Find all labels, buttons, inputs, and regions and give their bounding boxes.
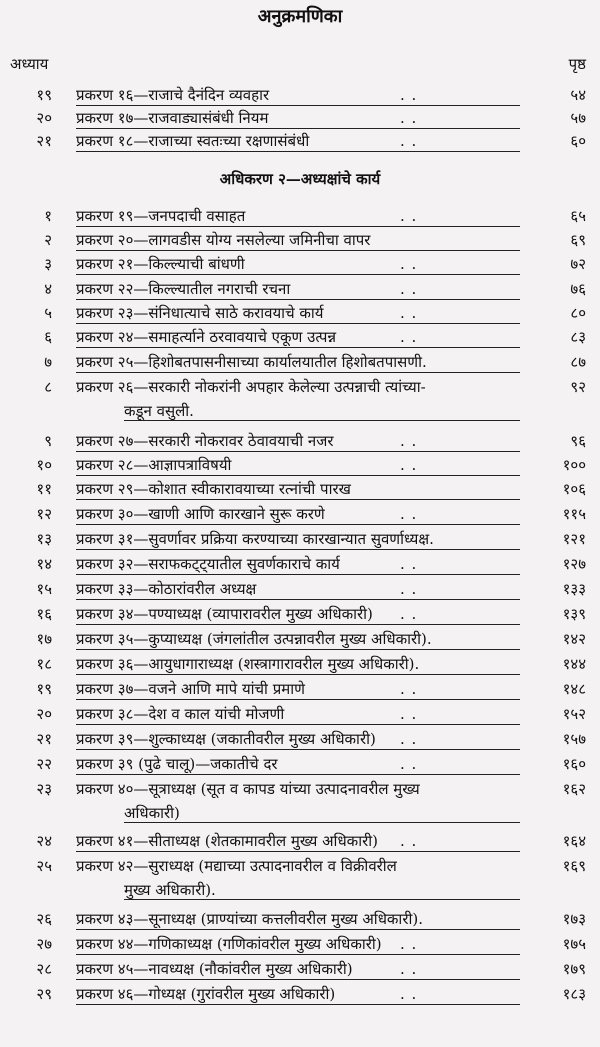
entry-underline xyxy=(76,1004,520,1005)
leader-dots: . . xyxy=(400,555,418,573)
chapter-title: प्रकरण ४४—गणिकाध्यक्ष (गणिकांवरील मुख्य अधिकारी) xyxy=(76,935,382,953)
chapter-title: प्रकरण ३७—वजने आणि मापे यांची प्रमाणे xyxy=(76,680,305,698)
chapter-number: ७ xyxy=(44,353,52,371)
chapter-title: प्रकरण २४—समाहर्त्याने ठरवावयाचे एकूण उत्पन्न xyxy=(76,328,337,346)
page-number: ७६ xyxy=(570,280,586,298)
chapter-number: २३ xyxy=(36,780,52,798)
entry-underline xyxy=(76,274,520,275)
chapter-number: २ xyxy=(44,231,52,249)
chapter-title: प्रकरण ४०—सूत्राध्यक्ष (सूत व कापड यांच्या उत्पादनावरील मुख्य xyxy=(76,780,420,798)
chapter-number: १५ xyxy=(36,580,52,598)
entry-underline xyxy=(76,649,520,650)
chapter-title: प्रकरण ३६—आयुधागाराध्यक्ष (शस्त्रागारावरील मुख्य अधिकारी). xyxy=(76,655,420,673)
entry-underline xyxy=(76,774,520,775)
chapter-number: १० xyxy=(36,456,52,474)
chapter-number: १४ xyxy=(36,555,52,573)
entry-underline xyxy=(76,524,520,525)
chapter-title: प्रकरण ४१—सीताध्यक्ष (शेतकामावरील मुख्य अधिकारी) xyxy=(76,832,378,850)
entry-underline xyxy=(76,128,520,129)
chapter-number: १७ xyxy=(36,630,52,648)
leader-dots: . . xyxy=(400,605,418,623)
entry-underline xyxy=(76,151,520,152)
entry-underline xyxy=(76,929,520,930)
chapter-title-continued: कडून वसुली. xyxy=(124,402,194,420)
chapter-title: प्रकरण ३५—कुप्याध्यक्ष (जंगलांतील उत्पन्नावरील मुख्य अधिकारी). xyxy=(76,630,432,648)
entry-underline xyxy=(124,420,520,421)
page-number: १७५ xyxy=(562,935,586,953)
page-number: ८३ xyxy=(570,328,586,346)
chapter-number: १२ xyxy=(36,505,52,523)
entry-underline xyxy=(76,323,520,324)
page-number: ८० xyxy=(570,304,586,322)
section-heading: अधिकरण २—अध्यक्षांचे कार्य xyxy=(219,170,381,188)
page-number: ६९ xyxy=(570,231,586,249)
page-number: ७२ xyxy=(570,255,586,273)
chapter-number: १३ xyxy=(36,530,52,548)
leader-dots: . . xyxy=(400,207,418,225)
leader-dots: . . xyxy=(400,456,418,474)
chapter-title: प्रकरण ४६—गोध्यक्ष (गुरांवरील मुख्य अधिकारी) xyxy=(76,985,336,1003)
chapter-number: २९ xyxy=(36,985,52,1003)
page-column-header: पृष्ठ xyxy=(568,55,586,73)
chapter-title: प्रकरण २८—आज्ञापत्राविषयी xyxy=(76,456,232,474)
chapter-number: १८ xyxy=(36,655,52,673)
chapter-number: २० xyxy=(36,109,52,127)
chapter-title: प्रकरण १८—राजाच्या स्वतःच्या रक्षणासंबंधी xyxy=(76,132,310,150)
page-number: १६२ xyxy=(562,780,586,798)
chapter-title: प्रकरण २७—सरकारी नोकरावर ठेवावयाची नजर xyxy=(76,432,334,450)
chapter-number: २२ xyxy=(36,755,52,773)
chapter-title: प्रकरण ३९ (पुढे चालू)—जकातीचे दर xyxy=(76,755,278,773)
leader-dots: . . xyxy=(400,680,418,698)
chapter-number: १९ xyxy=(36,86,52,104)
entry-underline xyxy=(76,475,520,476)
entry-underline xyxy=(76,724,520,725)
chapter-number: ५ xyxy=(44,304,52,322)
page-number: १७३ xyxy=(562,910,586,928)
leader-dots: . . xyxy=(400,432,418,450)
entry-underline xyxy=(76,624,520,625)
entry-underline xyxy=(76,347,520,348)
chapter-number: ४ xyxy=(44,280,52,298)
chapter-number: ८ xyxy=(44,378,52,396)
leader-dots: . . xyxy=(400,960,418,978)
page-number: ६० xyxy=(570,132,586,150)
entry-underline xyxy=(76,749,520,750)
page-number: १०० xyxy=(562,456,586,474)
entry-underline xyxy=(76,299,520,300)
chapter-number: १९ xyxy=(36,680,52,698)
page-number: १८३ xyxy=(562,985,586,1003)
page-number: १७९ xyxy=(562,960,586,978)
page-number: १३३ xyxy=(562,580,586,598)
entry-underline xyxy=(76,979,520,980)
page-number: १२१ xyxy=(562,530,586,548)
entry-underline xyxy=(76,674,520,675)
entry-underline xyxy=(124,822,520,823)
leader-dots: . . xyxy=(400,304,418,322)
leader-dots: . . xyxy=(400,832,418,850)
page-number: ९२ xyxy=(570,378,586,396)
page-number: १५२ xyxy=(562,705,586,723)
chapter-number: १ xyxy=(44,207,52,225)
leader-dots: . . xyxy=(400,255,418,273)
chapter-title: प्रकरण ४२—सुराध्यक्ष (मद्याच्या उत्पादनावरील व विक्रीवरील xyxy=(76,857,397,875)
entry-underline xyxy=(76,549,520,550)
page-number: ६५ xyxy=(570,207,586,225)
entry-underline xyxy=(76,851,520,852)
page-number: १४२ xyxy=(562,630,586,648)
entry-underline xyxy=(76,499,520,500)
leader-dots: . . xyxy=(400,132,418,150)
chapter-title: प्रकरण २२—किल्ल्यातील नगराची रचना xyxy=(76,280,291,298)
chapter-title: प्रकरण ३२—सराफकट्ट्यातील सुवर्णकाराचे कार्य xyxy=(76,555,340,573)
chapter-number: १६ xyxy=(36,605,52,623)
chapter-title: प्रकरण २९—कोशात स्वीकारावयाच्या रत्नांची पारख xyxy=(76,480,351,498)
page-number: ५४ xyxy=(570,86,586,104)
leader-dots: . . xyxy=(400,328,418,346)
chapter-number: २७ xyxy=(36,935,52,953)
chapter-number: २८ xyxy=(36,960,52,978)
chapter-title: प्रकरण ३०—खाणी आणि कारखाने सुरू करणे xyxy=(76,505,325,523)
page-number: १५७ xyxy=(562,730,586,748)
chapter-title: प्रकरण ३४—पण्याध्यक्ष (व्यापारावरील मुख्य अधिकारी) xyxy=(76,605,373,623)
chapter-title: प्रकरण ३३—कोठारांवरील अध्यक्ष xyxy=(76,580,257,598)
leader-dots: . . xyxy=(400,280,418,298)
entry-underline xyxy=(76,451,520,452)
chapter-number: ६ xyxy=(44,328,52,346)
entry-underline xyxy=(76,699,520,700)
page-number: १४८ xyxy=(562,680,586,698)
leader-dots: . . xyxy=(400,985,418,1003)
page-number: १६४ xyxy=(562,832,586,850)
leader-dots: . . xyxy=(400,109,418,127)
entry-underline xyxy=(76,105,520,106)
entry-underline xyxy=(76,372,520,373)
chapter-number: ११ xyxy=(36,480,52,498)
chapter-number: २० xyxy=(36,705,52,723)
chapter-title: प्रकरण १९—जनपदाची वसाहत xyxy=(76,207,246,225)
entry-underline xyxy=(76,954,520,955)
chapter-title: प्रकरण ४३—सूनाध्यक्ष (प्राण्यांच्या कत्तलीवरील मुख्य अधिकारी). xyxy=(76,910,423,928)
chapter-number: २५ xyxy=(36,857,52,875)
page-number: ९६ xyxy=(570,432,586,450)
chapter-number: २४ xyxy=(36,832,52,850)
page-number: १०६ xyxy=(562,480,586,498)
leader-dots: . . xyxy=(400,505,418,523)
chapter-title: प्रकरण २०—लागवडीस योग्य नसलेल्या जमिनीचा वापर xyxy=(76,231,371,249)
entry-underline xyxy=(76,574,520,575)
chapter-title: प्रकरण ३८—देश व काल यांची मोजणी xyxy=(76,705,285,723)
chapter-number: २१ xyxy=(36,730,52,748)
entry-underline xyxy=(76,250,520,251)
chapter-title: प्रकरण १६—राजाचे दैनंदिन व्यवहार xyxy=(76,86,270,104)
chapter-title: प्रकरण २३—संनिधात्याचे साठे करावयाचे कार्य xyxy=(76,304,324,322)
chapter-title: प्रकरण १७—राजवाड्यासंबंधी नियम xyxy=(76,109,269,127)
page-title: अनुक्रमणिका xyxy=(257,6,343,27)
chapter-number: २१ xyxy=(36,132,52,150)
chapter-column-header: अध्याय xyxy=(10,55,49,73)
chapter-title-continued: अधिकारी) xyxy=(124,804,180,822)
entry-underline xyxy=(124,899,520,900)
page-number: १६९ xyxy=(562,857,586,875)
page-number: ८७ xyxy=(570,353,586,371)
chapter-number: ३ xyxy=(44,255,52,273)
chapter-title-continued: मुख्य अधिकारी). xyxy=(124,881,216,899)
page-number: १४४ xyxy=(562,655,586,673)
page-number: १६० xyxy=(562,755,586,773)
leader-dots: . . xyxy=(400,705,418,723)
page-number: १३९ xyxy=(562,605,586,623)
page-number: ५७ xyxy=(570,109,586,127)
chapter-number: २६ xyxy=(36,910,52,928)
page-number: ११५ xyxy=(562,505,586,523)
chapter-title: प्रकरण ४५—नावध्यक्ष (नौकांवरील मुख्य अधिकारी) xyxy=(76,960,353,978)
leader-dots: . . xyxy=(400,86,418,104)
leader-dots: . . xyxy=(400,730,418,748)
leader-dots: . . xyxy=(400,580,418,598)
entry-underline xyxy=(76,599,520,600)
chapter-title: प्रकरण ३९—शुल्काध्यक्ष (जकातीवरील मुख्य अधिकारी) xyxy=(76,730,376,748)
chapter-number: ९ xyxy=(44,432,52,450)
chapter-title: प्रकरण २५—हिशोबतपासनीसाच्या कार्यालयातील हिशोबतपासणी. xyxy=(76,353,427,371)
chapter-title: प्रकरण ३१—सुवर्णावर प्रक्रिया करण्याच्या कारखान्यात सुवर्णाध्यक्ष. xyxy=(76,530,434,548)
leader-dots: . . xyxy=(400,935,418,953)
entry-underline xyxy=(76,226,520,227)
leader-dots: . . xyxy=(400,755,418,773)
chapter-title: प्रकरण २१—किल्ल्याची बांधणी xyxy=(76,255,245,273)
page-number: १२७ xyxy=(562,555,586,573)
chapter-title: प्रकरण २६—सरकारी नोकरांनी अपहार केलेल्या उत्पन्नाची त्यांच्या- xyxy=(76,378,426,396)
